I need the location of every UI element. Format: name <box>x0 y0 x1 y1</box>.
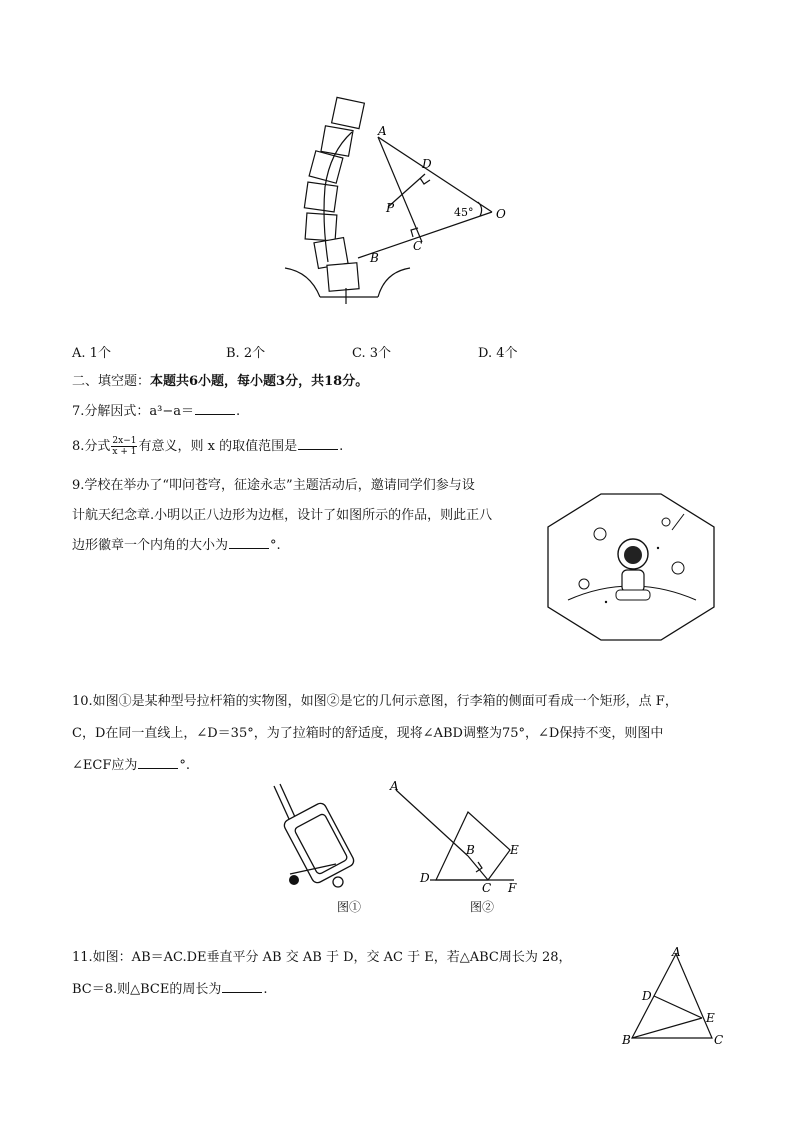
triangle-figure <box>620 944 730 1050</box>
answer-blank-11[interactable] <box>222 980 262 993</box>
tri-label-A: A <box>672 945 681 959</box>
answer-blank-9[interactable] <box>229 536 269 549</box>
question-7: 7.分解因式：a³−a＝ . <box>72 404 241 419</box>
question-9-line2: 计航天纪念章.小明以正八边形为边框，设计了如图所示的作品，则此正八 <box>72 508 493 523</box>
fig2-label-D: D <box>420 871 430 885</box>
fraction: $\frac{2x-1}{x + 1}$ <box>112 436 137 457</box>
tri-label-D: D <box>642 989 652 1003</box>
octagon-badge <box>546 492 716 642</box>
angle-label: 45° <box>454 206 474 219</box>
caption-figure-1: 图① <box>337 900 362 914</box>
question-9-line1: 9.学校在举办了“叩问苍穹，征途永志”主题活动后，邀请同学们参与设 <box>72 478 475 493</box>
question-10-line1: 10.如图①是某种型号拉杆箱的实物图，如图②是它的几何示意图，行李箱的侧面可看成一个矩形，点 F， <box>72 694 678 709</box>
label-D: D <box>422 157 432 171</box>
fig2-label-C: C <box>482 881 492 895</box>
tri-label-B: B <box>622 1033 631 1047</box>
question-11-line1: 11.如图：AB＝AC.DE垂直平分 AB 交 AB 于 D，交 AC 于 E，若△ABC周长为 28， <box>72 950 572 965</box>
fig2-label-B: B <box>466 843 475 857</box>
question-10-line2: C，D在同一直线上，∠D＝35°，为了拉箱时的舒适度，现将∠ABD调整为75°，∠D保持不变，则图中 <box>72 726 664 741</box>
question-10-line3: ∠ECF应为 °. <box>72 758 190 773</box>
option-c[interactable]: C. 3个 <box>352 346 392 361</box>
option-b[interactable]: B. 2个 <box>226 346 266 361</box>
fig2-label-E: E <box>510 843 519 857</box>
label-P: P <box>386 201 395 215</box>
label-C: C <box>413 239 423 253</box>
suitcase-figure <box>266 778 376 896</box>
figure-2 <box>382 776 532 896</box>
figure-top <box>270 92 530 312</box>
label-O: O <box>496 207 506 221</box>
tri-label-C: C <box>714 1033 724 1047</box>
option-d[interactable]: D. 4个 <box>478 346 518 361</box>
question-8: 8.分式 $\frac{2x-1}{x + 1}$ 有意义，则 x 的取值范围是 . <box>72 436 344 457</box>
answer-blank-10[interactable] <box>138 756 178 769</box>
fig2-label-A: A <box>390 779 399 793</box>
answer-blank-8[interactable] <box>298 437 338 450</box>
option-a[interactable]: A. 1个 <box>72 346 111 361</box>
tri-label-E: E <box>706 1011 715 1025</box>
question-9-line3: 边形徽章一个内角的大小为 °. <box>72 538 281 553</box>
fig2-label-F: F <box>508 881 517 895</box>
section-heading: 二、填空题：本题共6小题，每小题3分，共18分。 <box>72 374 369 389</box>
answer-blank-7[interactable] <box>195 402 235 415</box>
label-A: A <box>378 124 387 138</box>
label-B: B <box>370 251 379 265</box>
caption-figure-2: 图② <box>470 900 495 914</box>
question-11-line2: BC＝8.则△BCE的周长为 . <box>72 982 268 997</box>
